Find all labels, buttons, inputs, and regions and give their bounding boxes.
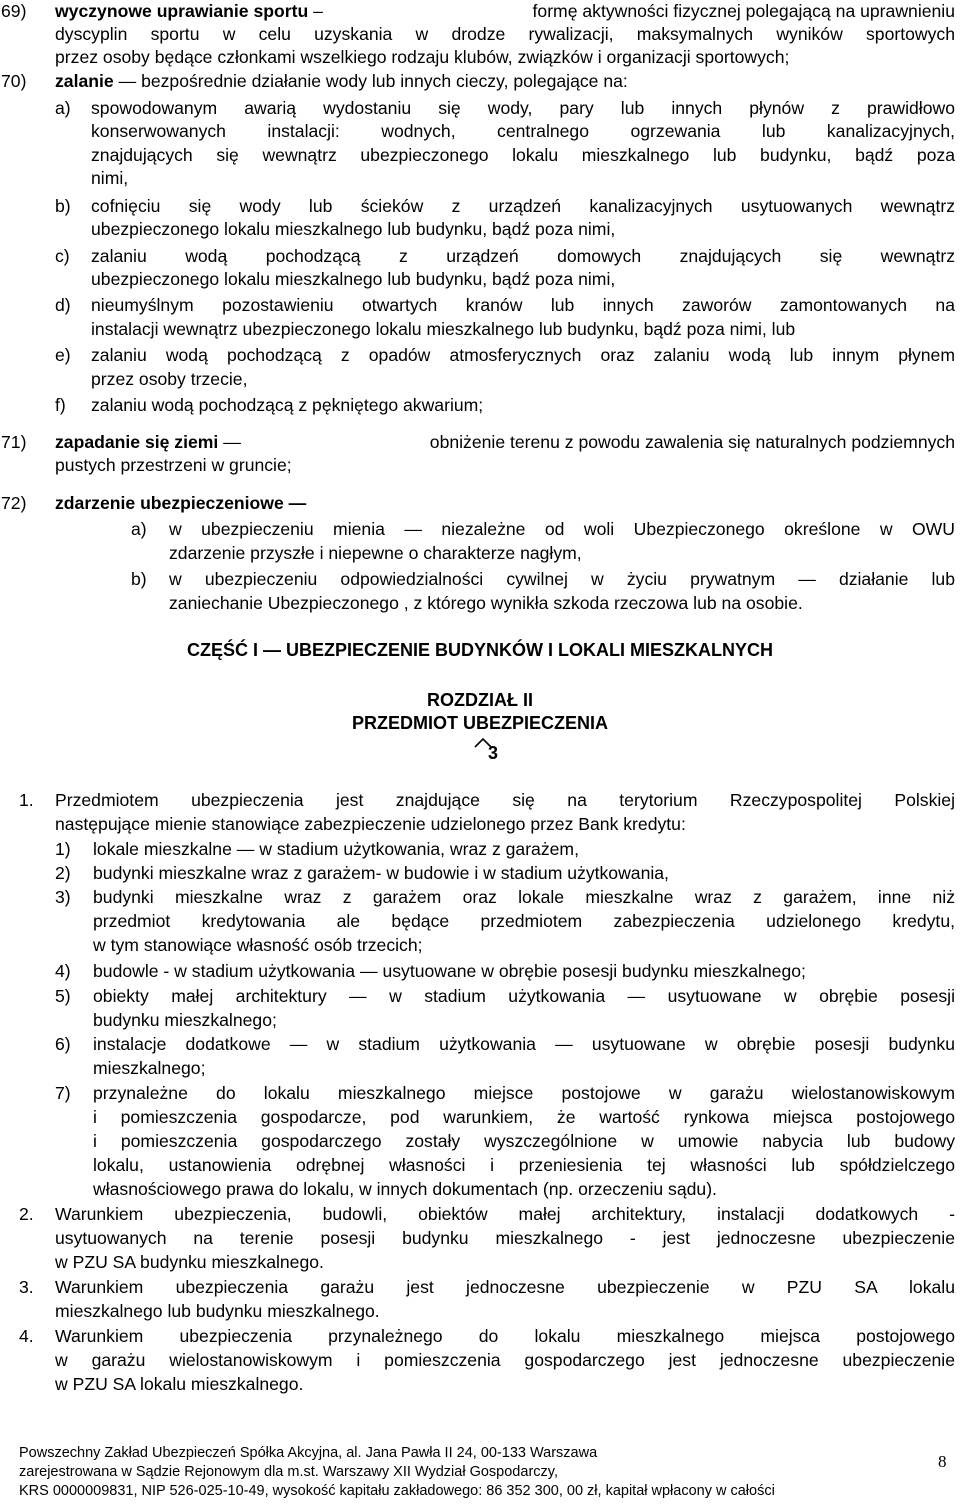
- definition-line: [55, 0, 955, 23]
- sub-label: 2): [55, 863, 71, 883]
- definition-text: obniżenie terenu z powodu zawalenia się naturalnych podziemnych: [429, 432, 955, 452]
- item-number: 69): [1, 1, 27, 21]
- definition-text: przez osoby będące członkami wszelkiego rodzaju klubów, związków i organizacji sportowych;: [55, 47, 790, 67]
- item-number: 70): [1, 71, 27, 91]
- paragraph-number: 2.: [19, 1204, 34, 1224]
- section-mark: [474, 738, 504, 764]
- defined-term: wyczynowe uprawianie sportu: [55, 1, 309, 21]
- sub-label: 3): [55, 887, 71, 907]
- paragraph-number: 1.: [19, 790, 34, 810]
- sub-text: budynku mieszkalnego;: [93, 1010, 277, 1030]
- sub-label: b): [55, 196, 71, 216]
- sub-text: przynależne do lokalu mieszkalnego miejsce postojowe w garażu wielostanowiskowym: [93, 1083, 955, 1103]
- sub-text: lokalu, ustanowienia odrębnej własności i przeniesienia tej własności lub spółdzielczego: [93, 1155, 955, 1175]
- definition-text: dyscyplin sportu w celu uzyskania w drodze rywalizacji, maksymalnych wyników sportowych: [55, 24, 955, 44]
- paragraph-text: usytuowanych na terenie posesji budynku mieszkalnego - jest jednoczesne ubezpieczenie: [55, 1228, 955, 1248]
- sub-text: w ubezpieczeniu odpowiedzialności cywilnej w życiu prywatnym — działanie lub: [169, 569, 955, 589]
- footer-capital: KRS 0000009831, NIP 526-025-10-49, wysokość kapitału zakładowego: 86 352 300, 00 zł, kapitał wpłacony w całości: [19, 1483, 775, 1499]
- defined-term: zdarzenie ubezpieczeniowe: [55, 493, 284, 513]
- footer-company: Powszechny Zakład Ubezpieczeń Spółka Akcyjna, al. Jana Pawła II 24, 00-133 Warszawa: [19, 1445, 598, 1461]
- definition-text: bezpośrednie działanie wody lub innych cieczy, polegające na:: [141, 71, 628, 91]
- dash: —: [118, 71, 137, 91]
- sub-label: 7): [55, 1083, 71, 1103]
- sub-text: budowle - w stadium użytkowania — usytuowane w obrębie posesji budynku mieszkalnego;: [93, 961, 806, 981]
- sub-text: zdarzenie przyszłe i niepewne o charakterze nagłym,: [169, 543, 582, 563]
- dash: —: [288, 493, 307, 513]
- sub-label: c): [55, 246, 70, 266]
- definition-text: formę aktywności fizycznej polegającą na uprawnieniu: [532, 1, 955, 21]
- chapter-number: ROZDZIAŁ II: [427, 690, 533, 710]
- part-heading: CZĘŚĆ I — UBEZPIECZENIE BUDYNKÓW I LOKALI MIESZKALNYCH: [186, 640, 773, 660]
- definition-line: [55, 431, 955, 454]
- sub-label: e): [55, 345, 71, 365]
- item-number: 71): [1, 432, 27, 452]
- sub-label: 1): [55, 839, 71, 859]
- sub-text: mieszkalnego;: [93, 1058, 206, 1078]
- page-number: 8: [938, 1452, 947, 1471]
- paragraph-text: w PZU SA budynku mieszkalnego.: [55, 1252, 324, 1272]
- sub-text: i pomieszczenia gospodarczego zostały wyszczególnione w umowie nabycia lub budowy: [93, 1131, 955, 1151]
- sub-label: b): [131, 569, 147, 589]
- sub-text: konserwowanych instalacji: wodnych, centralnego ogrzewania lub kanalizacyjnych,: [91, 121, 955, 141]
- paragraph-number: 3.: [19, 1277, 34, 1297]
- sub-text: zalaniu wodą pochodzącą z opadów atmosferycznych oraz zalaniu wodą lub innym płynem: [91, 345, 955, 365]
- sub-text: obiekty małej architektury — w stadium użytkowania — usytuowane w obrębie posesji: [93, 986, 955, 1006]
- paragraph-text: Warunkiem ubezpieczenia, budowli, obiektów małej architektury, instalacji dodatkowych -: [55, 1204, 955, 1224]
- sub-text: zalaniu wodą pochodzącą z urządzeń domowych znajdujących się wewnątrz: [91, 246, 955, 266]
- defined-term: zalanie: [55, 71, 114, 91]
- sub-text: nimi,: [91, 168, 129, 188]
- section-number: 3: [488, 743, 499, 763]
- sub-label: d): [55, 295, 71, 315]
- sub-text: w ubezpieczeniu mienia — niezależne od woli Ubezpieczonego określone w OWU: [169, 519, 955, 539]
- dash: —: [223, 432, 241, 452]
- sub-text: przedmiot kredytowania ale będące przedmiotem zabezpieczenia udzielonego kredytu,: [93, 911, 955, 931]
- definition-line: [55, 492, 306, 515]
- sub-text: w tym stanowiące własność osób trzecich;: [93, 935, 423, 955]
- sub-text: ubezpieczonego lokalu mieszkalnego lub budynku, bądź poza nimi,: [91, 219, 616, 239]
- dash: –: [313, 1, 323, 21]
- chapter-title: PRZEDMIOT UBEZPIECZENIA: [351, 713, 608, 733]
- paragraph-text: w garażu wielostanowiskowym i pomieszczenia gospodarczego jest jednoczesne ubezpieczenie: [55, 1350, 955, 1370]
- paragraph-text: Warunkiem ubezpieczenia przynależnego do lokalu mieszkalnego miejsca postojowego: [55, 1326, 955, 1346]
- sub-text: lokale mieszkalne — w stadium użytkowania, wraz z garażem,: [93, 839, 579, 859]
- sub-label: f): [55, 395, 66, 415]
- paragraph-text: w PZU SA lokalu mieszkalnego.: [55, 1374, 304, 1394]
- definition-text: pustych przestrzeni w gruncie;: [55, 455, 292, 475]
- sub-label: 6): [55, 1034, 71, 1054]
- sub-text: zaniechanie Ubezpieczonego , z którego wynikła szkoda rzeczowa lub na osobie.: [169, 593, 803, 613]
- sub-label: 4): [55, 961, 71, 981]
- sub-text: przez osoby trzecie,: [91, 369, 248, 389]
- sub-text: i pomieszczenia gospodarcze, pod warunkiem, że wartość rynkowa miejsca postojowego: [93, 1107, 955, 1127]
- paragraph-text: Warunkiem ubezpieczenia garażu jest jednoczesne ubezpieczenie w PZU SA lokalu: [55, 1277, 955, 1297]
- sub-text: cofnięciu się wody lub ścieków z urządzeń kanalizacyjnych usytuowanych wewnątrz: [91, 196, 955, 216]
- definition-line: [55, 70, 628, 93]
- sub-text: budynki mieszkalne wraz z garażem- w budowie i w stadium użytkowania,: [93, 863, 669, 883]
- paragraph-text: Przedmiotem ubezpieczenia jest znajdujące się na terytorium Rzeczypospolitej Polskiej: [55, 790, 955, 810]
- sub-label: 5): [55, 986, 71, 1006]
- paragraph-text: mieszkalnego lub budynku mieszkalnego.: [55, 1301, 380, 1321]
- sub-text: budynki mieszkalne wraz z garażem oraz lokale mieszkalne wraz z garażem, inne niż: [93, 887, 955, 907]
- sub-text: ubezpieczonego lokalu mieszkalnego lub budynku, bądź poza nimi,: [91, 269, 616, 289]
- sub-label: a): [131, 519, 147, 539]
- paragraph-number: 4.: [19, 1326, 34, 1346]
- paragraph-text: następujące mienie stanowiące zabezpieczenie udzielonego przez Bank kredytu:: [55, 814, 686, 834]
- sub-text: instalacje dodatkowe — w stadium użytkowania — usytuowane w obrębie posesji budynku: [93, 1034, 955, 1054]
- sub-text: własnościowego prawa do lokalu, w innych dokumentach (np. orzeczeniu sądu).: [93, 1179, 717, 1199]
- footer-registration: zarejestrowana w Sądzie Rejonowym dla m.st. Warszawy XII Wydział Gospodarczy,: [19, 1464, 558, 1480]
- sub-text: nieumyślnym pozostawieniu otwartych kranów lub innych zaworów zamontowanych na: [91, 295, 955, 315]
- sub-label: a): [55, 98, 71, 118]
- sub-text: zalaniu wodą pochodzącą z pękniętego akwarium;: [91, 395, 484, 415]
- defined-term: zapadanie się ziemi: [55, 432, 219, 452]
- sub-text: instalacji wewnątrz ubezpieczonego lokalu mieszkalnego lub budynku, bądź poza nimi, lub: [91, 319, 796, 339]
- sub-text: znajdujących się wewnątrz ubezpieczonego lokalu mieszkalnego lub budynku, bądź poza: [91, 145, 955, 165]
- sub-text: spowodowanym awarią wydostaniu się wody, pary lub innych płynów z prawidłowo: [91, 98, 955, 118]
- item-number: 72): [1, 493, 27, 513]
